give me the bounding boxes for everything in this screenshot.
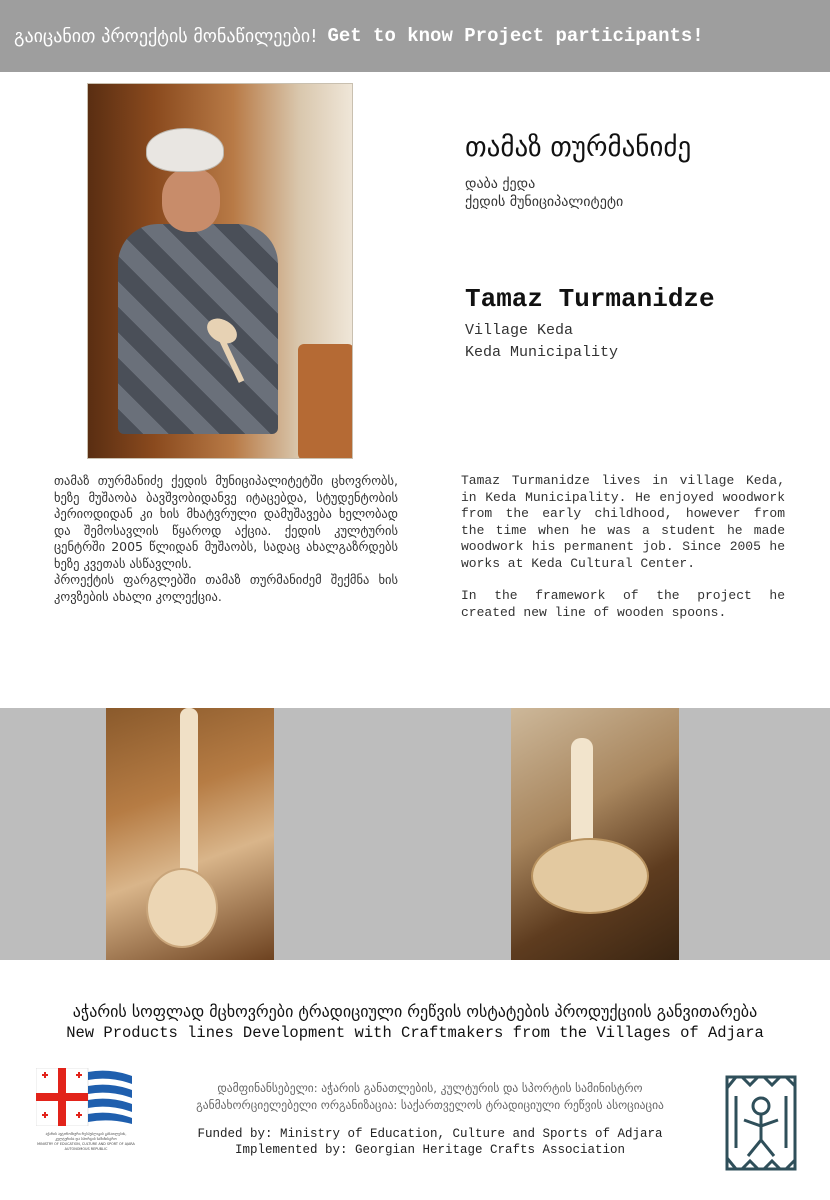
logo-caption-ka: აჭარის ავტონომიური რესპუბლიკის განათლების, კულტურისა და სპორტის სამინისტრო [45, 1132, 127, 1141]
flag-icon [36, 1068, 132, 1126]
spoon2-bowl [531, 838, 649, 914]
header-title-ka: გაიცანით პროექტის მონაწილეები! [14, 25, 318, 47]
implementer-ka: განმახორციელებელი ორგანიზაცია: საქართველოს ტრადიციული რეწვის ასოციაცია [196, 1098, 664, 1112]
bio-ka-paragraph-2: პროექტის ფარგლებში თამაზ თურმანიძემ შექმნა ხის კოვზების ახალი კოლექცია. [54, 572, 398, 604]
funder-ka: დამფინანსებელი: აჭარის განათლების, კულტურის და სპორტის სამინისტრო [217, 1081, 643, 1095]
bio-georgian [54, 473, 398, 605]
participant-municipality-ka: ქედის მუნიციპალიტეტი [465, 194, 624, 210]
photo-wood-log [298, 344, 353, 459]
bio-en-paragraph-1: Tamaz Turmanidze lives in village Keda, in Keda Municipality. He enjoyed woodwork from the early childhood, however from the time when he was a student he made woodwork his permanent job. Since 2005 he works at Keda Cultural Center. [461, 473, 785, 571]
participant-name-ka: თამაზ თურმანიძე [465, 132, 692, 163]
funder-en: Funded by: Ministry of Education, Culture and Sports of Adjara [197, 1127, 663, 1141]
implementer-en: Implemented by: Georgian Heritage Crafts Association [234, 1143, 626, 1157]
project-title-en: New Products lines Development with Craftmakers from the Villages of Adjara [66, 1024, 764, 1042]
header-banner [0, 0, 830, 72]
bio-en-paragraph-2: In the framework of the project he created new line of wooden spoons. [461, 588, 785, 620]
portrait-photo [87, 83, 353, 459]
participant-municipality-en: Keda Municipality [465, 344, 619, 361]
participant-village-en: Village Keda [465, 322, 574, 339]
spoon-photo-2 [511, 708, 679, 960]
participant-village-ka: დაბა ქედა [465, 176, 536, 192]
ministry-logo-caption [36, 1132, 136, 1152]
spoon1-bowl [146, 868, 218, 948]
bio-ka-paragraph-1: თამაზ თურმანიძე ქედის მუნიციპალიტეტში ცხოვრობს, ხეზე მუშაობა ბავშვობიდანვე იტაცებდა, სტუდენტობის პერიოდიდან კი ხის მხატვრული დამუშავება ხელობად და შემოსავლის წყაროდ აქცია. ქედის კულტურის ცენტრში 2005 წლიდან მუშაობს, სადაც ახალგაზრდებს ხეზე კვეთას ასწავლის. [54, 473, 398, 571]
project-title-ka: აჭარის სოფლად მცხოვრები ტრადიციული რეწვის ოსტატების პროდუქციის განვითარება [72, 1002, 758, 1021]
photo-person-body [118, 224, 278, 434]
bio-english [461, 473, 785, 621]
participant-name-en: Tamaz Turmanidze [465, 284, 715, 314]
crafts-association-logo-icon [724, 1074, 798, 1172]
photo-person-cap [146, 128, 224, 172]
ministry-logo [36, 1068, 136, 1164]
logo-caption-en: MINISTRY OF EDUCATION, CULTURE AND SPORT OF AJARA AUTONOMOUS REPUBLIC [37, 1142, 135, 1151]
header-title-en: Get to know Project participants! [327, 25, 704, 47]
spoon-photo-1 [106, 708, 274, 960]
photo-person-face [162, 168, 220, 232]
